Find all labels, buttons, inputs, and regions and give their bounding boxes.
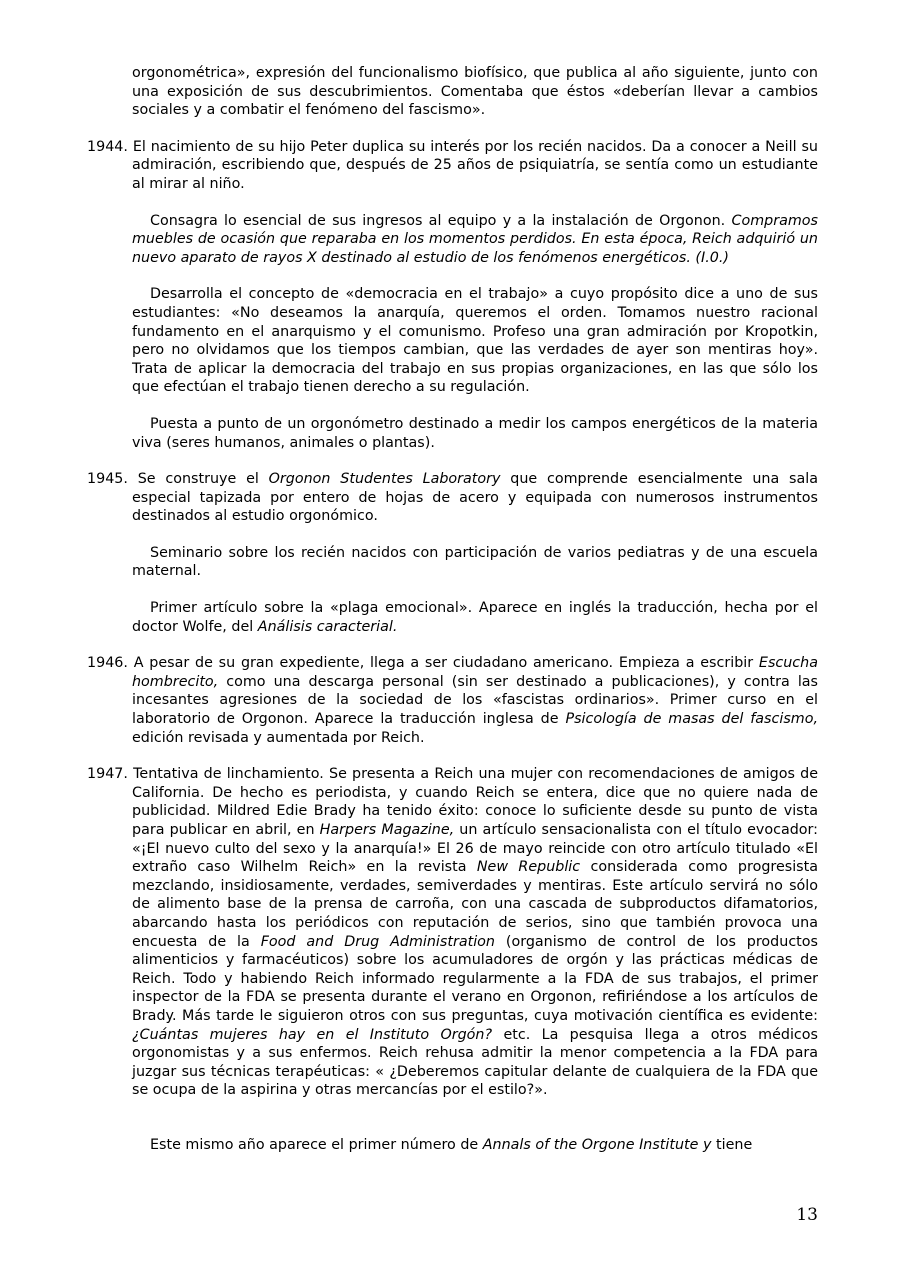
italic-text: Compramos muebles de ocasión que reparaba en los momentos perdidos. En esta época, Reich adquirió un nuevo aparato de rayos X destinado al estudio de los fenómenos energéticos. (I.0.) [132,212,818,266]
italic-text: New Republic [476,859,581,876]
text-run: orgonométrica», expresión del funcionalismo biofísico, que publica al año siguiente, junto con una exposición de sus descubrimientos. Comentaba que éstos «deberían llevar a cambios sociales y a combatir el fenómeno del fascismo». [132,65,818,119]
text-run: (organismo de control de los productos alimenticios y farmacéuticos) sobre los acumuladores de orgón y las prácticas médicas de Reich. Todo y habiendo Reich informado regularmente a la FDA de sus trabajos, el primer inspector de la FDA se presenta durante el verano en Orgonon, refiriéndose a los artículos de Brady. Más tarde le siguieron otros con sus preguntas, cuya motivación científica es evidente: [132,933,818,1024]
italic-text: Psicología de masas del fascismo, [565,711,818,728]
text-run: tiene [711,1136,753,1153]
year-entry [87,138,818,194]
text-column [87,64,818,1155]
text-run: Consagra lo esencial de sus ingresos al equipo y a la instalación de Orgonon. [150,212,732,229]
text-run: Puesta a punto de un orgonómetro destinado a medir los campos energéticos de la materia viva (seres humanos, animales o plantas). [132,415,818,451]
text-run: un artículo sensacionalista con el título evocador: «¡El nuevo culto del sexo y la anarquía!» El 26 de mayo reincide con otro artículo titulado «El extraño caso Wilhelm Reich» en la revista [132,822,818,876]
text-run: Este mismo año aparece el primer número de [150,1136,483,1153]
page-number: 13 [796,1205,818,1225]
paragraph [132,1136,818,1155]
text-run: Desarrolla el concepto de «democracia en el trabajo» a cuyo propósito dice a uno de sus estudiantes: «No deseamos la anarquía, queremos el orden. Tomamos nuestro racional fundamento en el anarquismo y el comunismo. Profeso una gran admiración por Kropotkin, pero no olvidamos que los tiempos cambian, que las verdades de ayer son mentiras hoy». Trata de aplicar la democracia del trabajo en sus propias organizaciones, en las que sólo los que efectúan el trabajo tienen derecho a su regulación. [132,286,818,396]
italic-text: Food and Drug Administration [260,933,495,950]
text-run: 1945. Se construye el [87,471,269,488]
paragraph [132,599,818,636]
year-entry [87,765,818,1100]
italic-text: Harpers Magazine, [319,822,455,838]
italic-text: Orgonon Studentes Laboratory [268,471,501,488]
text-run: Seminario sobre los recién nacidos con participación de varios pediatras y de una escuela maternal. [132,544,818,580]
text-run: Primer artículo sobre la «plaga emocional». Aparece en inglés la traducción, hecha por el doctor Wolfe, del [132,600,818,635]
year-entry [87,470,818,526]
text-run: edición revisada y aumentada por Reich. [132,729,425,746]
text-run: que comprende esencialmente una sala especial tapizada por entero de hojas de acero y equipada con numerosos instrumentos destinados al estudio orgonómico. [132,471,818,525]
text-run: 1947. Tentativa de linchamiento. Se presenta a Reich una mujer con recomendaciones de amigos de California. De hecho es periodista, y cuando Reich se entera, dice que no quiere nada de publicidad. Mildred Edie Brady ha tenido éxito: conoce lo suficiente desde su punto de vista para publicar en abril, en [87,766,818,838]
year-entry [87,654,818,747]
paragraph [132,285,818,397]
italic-text: ¿Cuántas mujeres hay en el Instituto Orgón? [132,1026,493,1043]
document-body [87,64,818,1155]
paragraph [132,544,818,581]
text-run: considerada como progresista mezclando, insidiosamente, verdades, semiverdades y mentiras. Este artículo servirá no sólo de alimento base de la prensa de carroña, con una cascada de subproductos difamatorios, abarcando hasta los periódicos con reputación de serios, sino que también provoca una encuesta de la [132,859,818,950]
text-run: etc. La pesquisa llega a otros médicos orgonomistas y a sus enfermos. Reich rehusa admitir la menor competencia a la FDA para juzgar sus técnicas terapéuticas: « ¿Deberemos capitular delante de cualquiera de la FDA que se ocupa de la aspirina y otras mercancías por el estilo?». [132,1026,818,1099]
italic-text: Escucha hombrecito, [132,655,818,690]
paragraph [132,212,818,268]
text-run: 1944. El nacimiento de su hijo Peter duplica su interés por los recién nacidos. Da a conocer a Neill su admiración, escribiendo que, después de 25 años de psiquiatría, se sentía como un estudiante al mirar al niño. [87,138,818,192]
italic-text: Análisis caracterial. [257,618,398,635]
italic-text: Annals of the Orgone Institute y [482,1136,712,1153]
paragraph [132,64,818,120]
paragraph [132,415,818,452]
text-run: 1946. A pesar de su gran expediente, llega a ser ciudadano americano. Empieza a escribir [87,655,759,672]
text-run: como una descarga personal (sin ser destinado a publicaciones), y contra las incesantes agresiones de la sociedad de los «fascistas ordinarios». Primer curso en el laboratorio de Orgonon. Aparece la traducción inglesa de [132,673,818,728]
